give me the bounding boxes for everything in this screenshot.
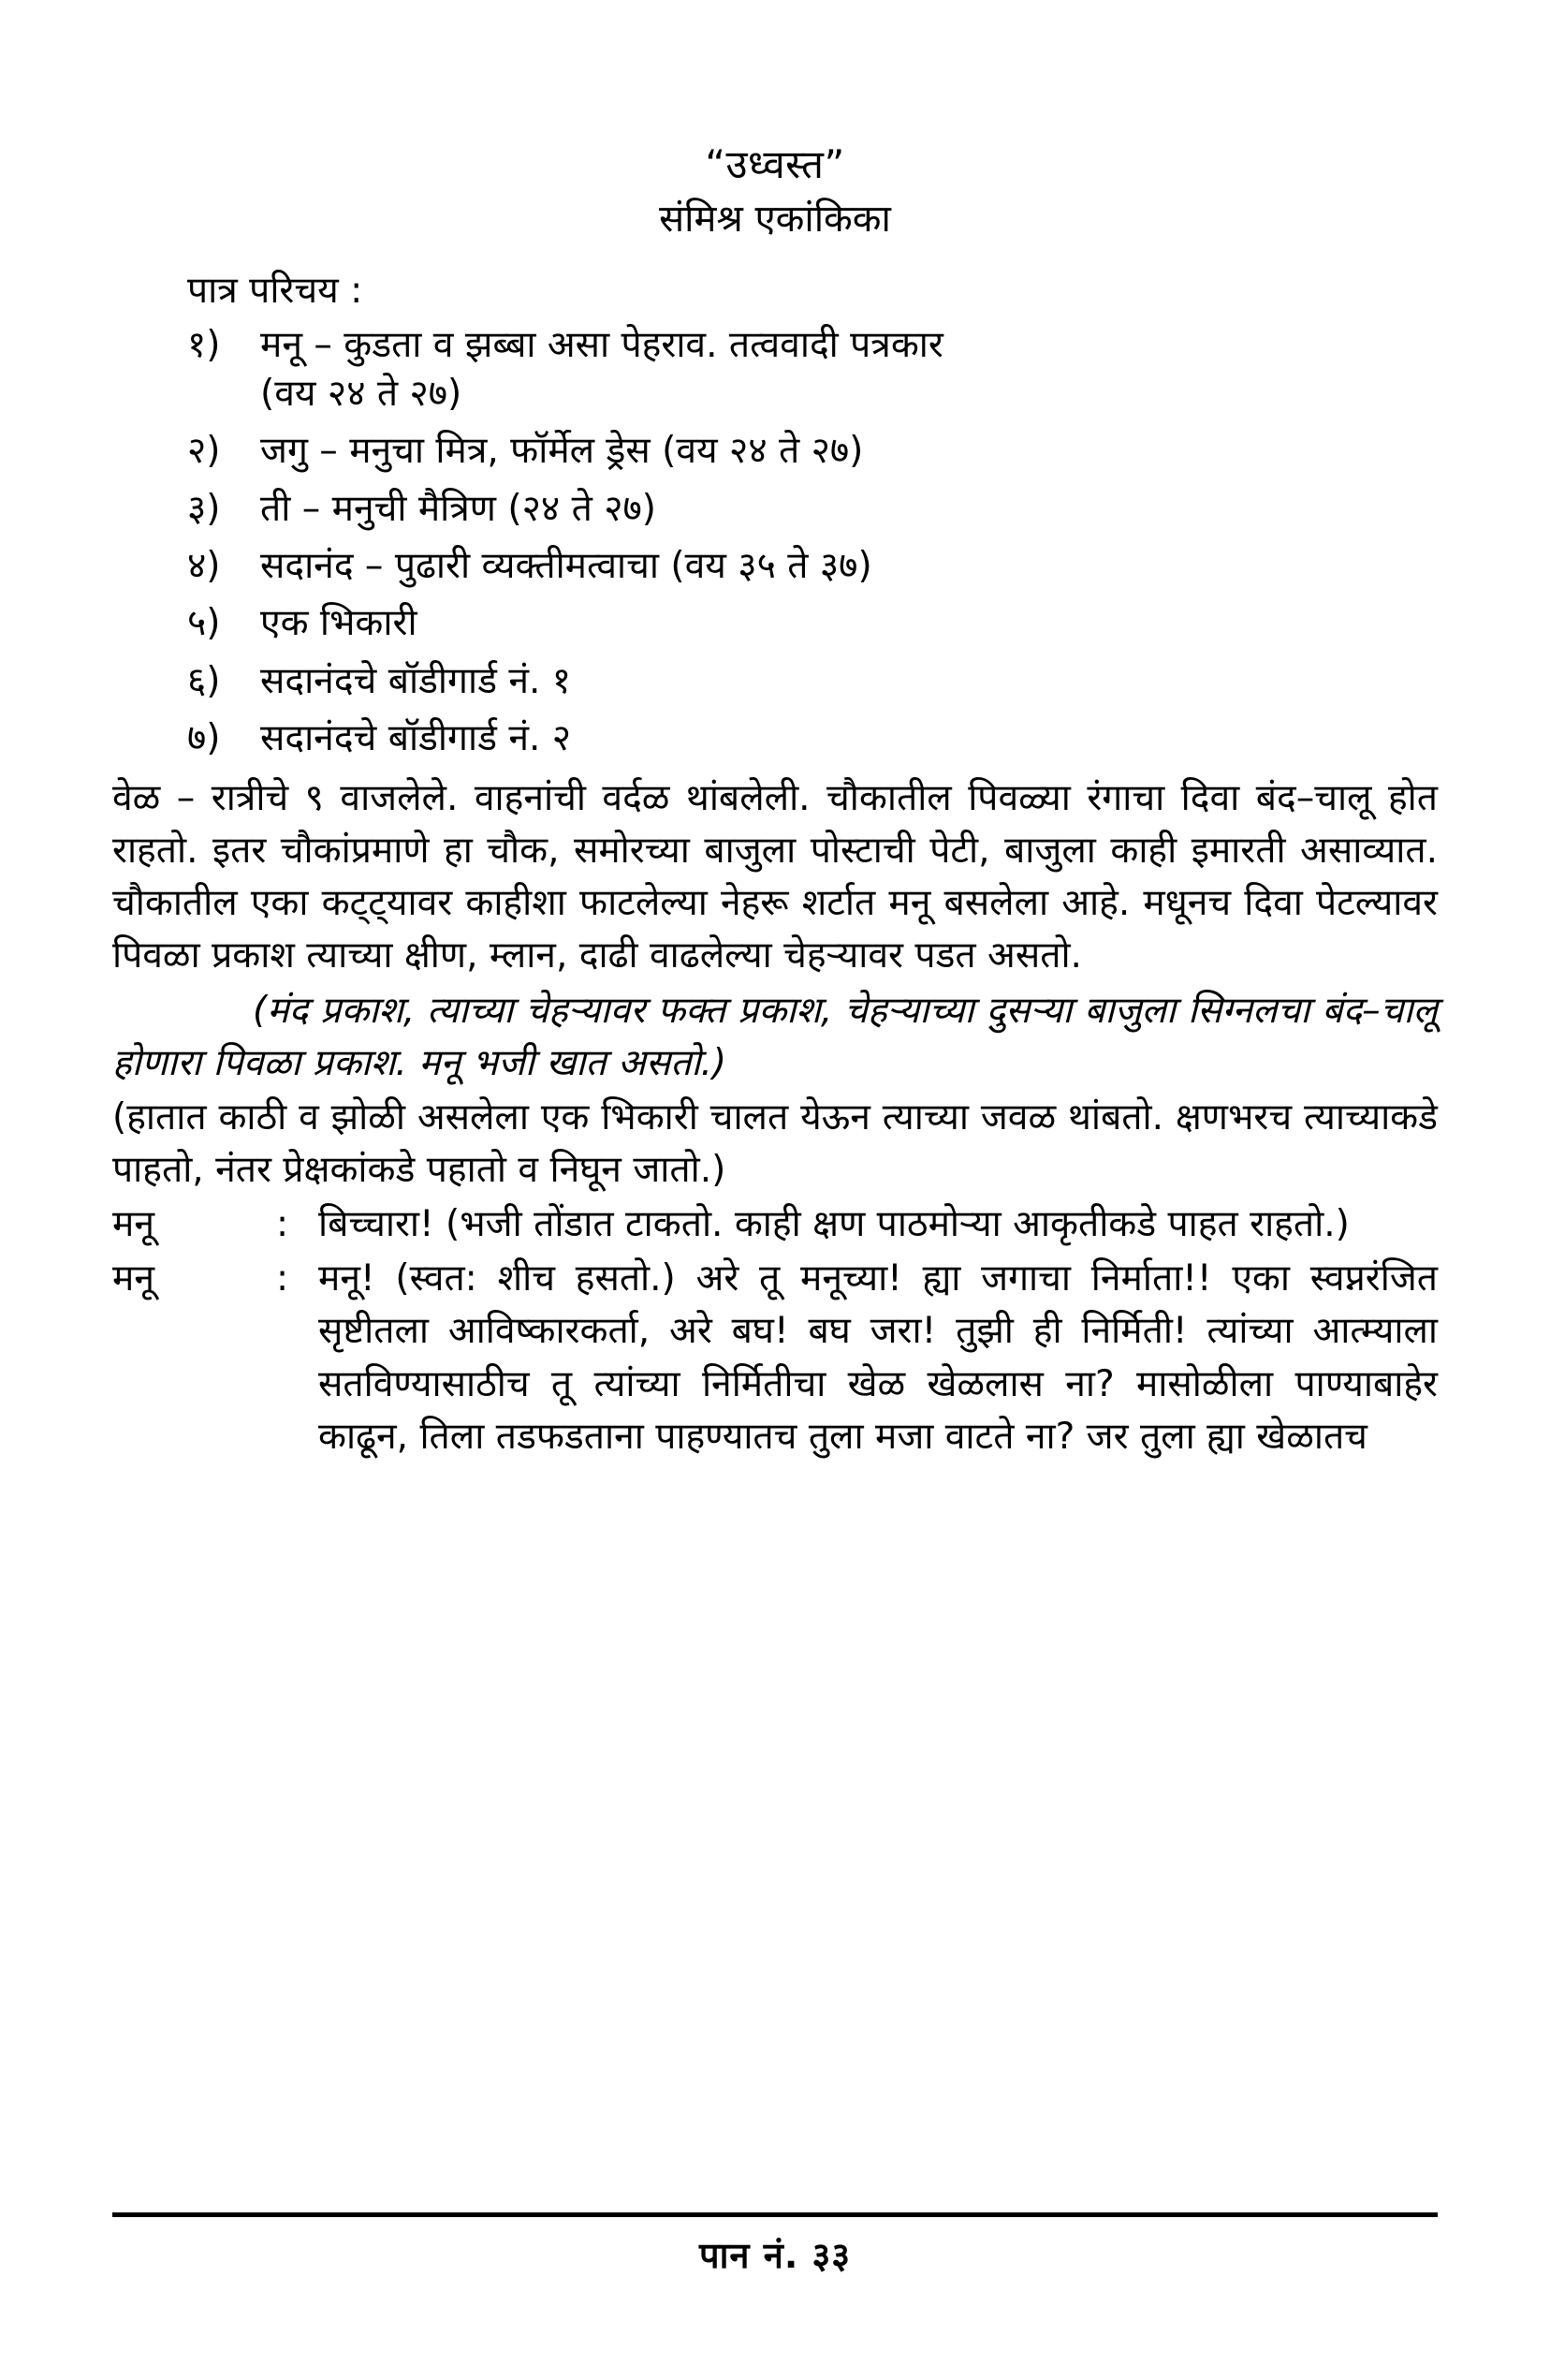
page-title: “उध्वस्त” (705, 141, 845, 187)
list-item (187, 542, 1438, 590)
list-item-text (260, 321, 1438, 418)
list-item-text: सदानंदचे बॉडीगार्ड नं. १ (260, 659, 572, 702)
list-item-number: ६) (187, 659, 221, 702)
dialogue-text: बिच्चारा! (भजी तोंडात टाकतो. काही क्षण पाठमोऱ्या आकृतीकडे पाहत राहतो.) (318, 1203, 1350, 1246)
page-footer (112, 2212, 1438, 2279)
list-item (187, 485, 1438, 533)
list-item-number: २) (187, 430, 221, 473)
page-number: पान नं. ३३ (698, 2235, 852, 2276)
dialogue-colon: : (276, 1203, 289, 1246)
list-item-number: १) (187, 324, 221, 367)
footer-divider (112, 2212, 1438, 2217)
dialogue-colon: : (276, 1257, 289, 1300)
list-item (187, 427, 1438, 475)
character-list (112, 321, 1438, 763)
dialogue-text: मनू! (स्वत: शीच हसतो.) अरे तू मनूच्या! ह्या जगाचा निर्माता!! एका स्वप्नरंजित सृष्टीतला आविष्कारकर्ता, अरे बघ! बघ जरा! तुझी ही निर्मिती! त्यांच्या आत्म्याला सतविण्यासाठीच तू त्यांच्या निर्मितीचा खेळ खेळलास ना? मासोळीला पाण्याबाहेर काढून, तिला तडफडताना पाहण्यातच तुला मजा वाटते ना? जर तुला ह्या खेळातच (318, 1257, 1438, 1458)
dialogue-speaker: मनू (112, 1257, 154, 1300)
stage-direction-paragraph: वेळ – रात्रीचे ९ वाजलेले. वाहनांची वर्दळ थांबलेली. चौकातील पिवळ्या रंगाचा दिवा बंद–चालू होत राहतो. इतर चौकांप्रमाणे हा चौक, समोरच्या बाजुला पोस्टाची पेटी, बाजुला काही इमारती असाव्यात. चौकातील एका कट्ट्यावर काहीशा फाटलेल्या नेहरू शर्टात मनू बसलेला आहे. मधूनच दिवा पेटल्यावर पिवळा प्रकाश त्याच्या क्षीण, म्लान, दाढी वाढलेल्या चेहऱ्यावर पडत असतो. (112, 776, 1438, 977)
list-item (187, 714, 1438, 762)
dialogue-speaker: मनू (112, 1203, 154, 1246)
list-item-number: ७) (187, 717, 221, 760)
list-item (187, 321, 1438, 418)
stage-direction-paragraph: (हातात काठी व झोळी असलेला एक भिकारी चालत येऊन त्याच्या जवळ थांबतो. क्षणभरच त्याच्याकडे पाहतो, नंतर प्रेक्षकांकडे पहातो व निघून जातो.) (112, 1095, 1438, 1191)
list-item-text: एक भिकारी (260, 602, 417, 645)
stage-direction-paragraph: (मंद प्रकाश, त्याच्या चेहऱ्यावर फक्त प्रकाश, चेहऱ्याच्या दुसऱ्या बाजुला सिग्नलचा बंद–चालू होणारा पिवळा प्रकाश. मनू भजी खात असतो.) (112, 989, 1438, 1084)
list-item-text: जगु – मनुचा मित्र, फॉर्मेल ड्रेस (वय २४ ते २७) (260, 430, 864, 473)
list-item-text: ती – मनुची मैत्रिण (२४ ते २७) (260, 487, 656, 530)
dialogue-line (112, 1253, 1438, 1463)
list-item-line2: (वय २४ ते २७) (260, 372, 462, 415)
list-item (187, 599, 1438, 647)
page-subtitle: संमिश्र एकांकिका (659, 197, 891, 241)
characters-heading: पात्र परिचय : (187, 269, 363, 312)
list-item-line1: मनू – कुडता व झब्बा असा पेहराव. तत्ववादी पत्रकार (260, 324, 943, 367)
list-item-text: सदानंद – पुढारी व्यक्तीमत्वाचा (वय ३५ ते ३७) (260, 545, 872, 588)
dialogue-line (112, 1198, 1438, 1251)
list-item-number: ४) (187, 545, 221, 588)
list-item-number: ५) (187, 602, 221, 645)
list-item-text: सदानंदचे बॉडीगार्ड नं. २ (260, 717, 572, 760)
list-item (187, 657, 1438, 705)
list-item-number: ३) (187, 487, 221, 530)
